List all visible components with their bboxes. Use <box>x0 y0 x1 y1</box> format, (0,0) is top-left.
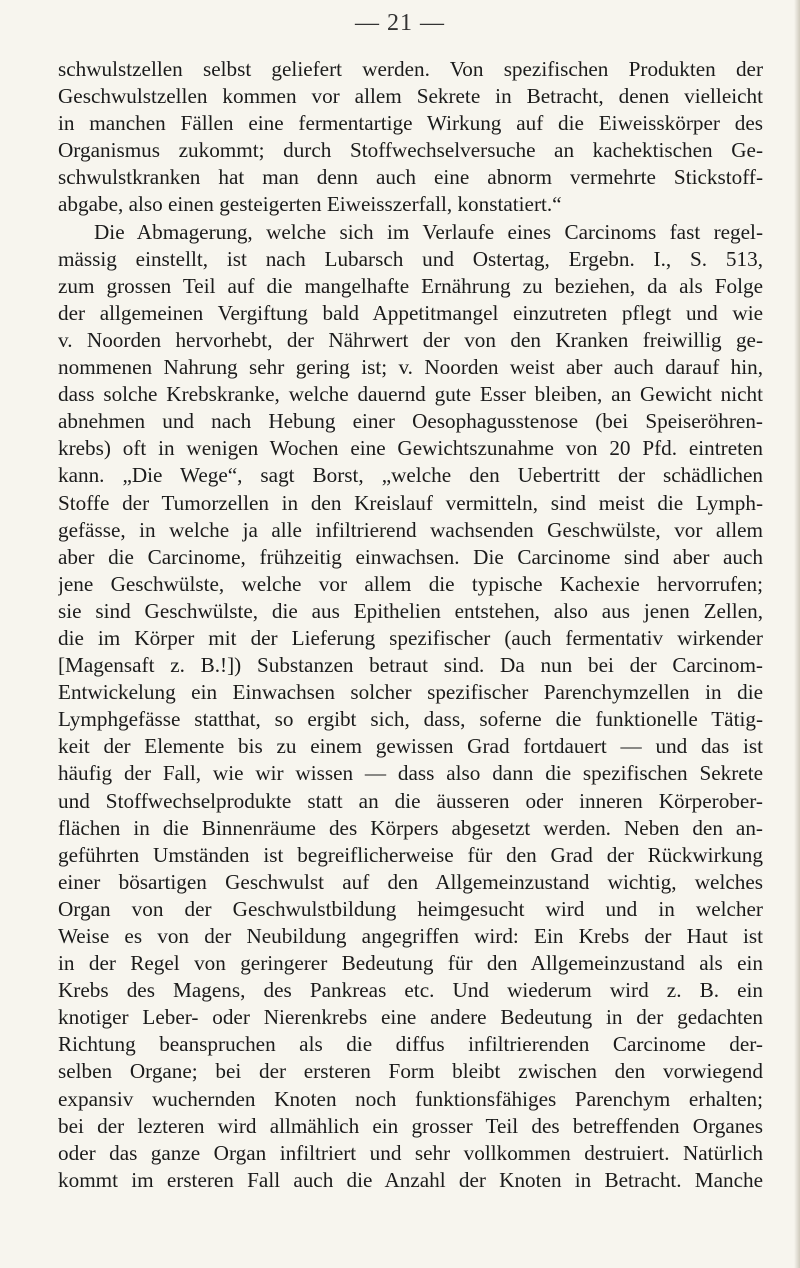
text-line: knotiger Leber- oder Nierenkrebs eine andere Bedeutung in der gedachten <box>58 1005 763 1030</box>
text-line: aber die Carcinome, frühzeitig einwachsen. Die Carcinome sind aber auch <box>58 544 763 569</box>
text-line: und Stoffwechselprodukte statt an die äusseren oder inneren Körperober- <box>58 788 763 813</box>
text-line: bei der lezteren wird allmählich ein grosser Teil des betreffenden Organes <box>58 1113 763 1138</box>
text-line: Weise es von der Neubildung angegriffen wird: Ein Krebs der Haut ist <box>58 924 763 948</box>
text-line: jene Geschwülste, welche vor allem die typische Kachexie hervorrufen; <box>58 571 763 596</box>
text-line: oder das ganze Organ infiltriert und sehr vollkommen destruiert. Natürlich <box>58 1140 763 1165</box>
text-line: v. Noorden hervorhebt, der Nährwert der von den Kranken freiwillig ge- <box>58 327 763 352</box>
text-line: in manchen Fällen eine fermentartige Wirkung auf die Eiweisskörper des <box>58 111 763 136</box>
text-line: Stoffe der Tumorzellen in den Kreislauf vermitteln, sind meist die Lymph- <box>58 490 763 515</box>
text-line: einer bösartigen Geschwulst auf den Allgemeinzustand wichtig, welches <box>58 869 763 894</box>
page-edge-shadow <box>794 0 800 1268</box>
page-number: — 21 — <box>355 10 445 36</box>
text-line: kommt im ersteren Fall auch die Anzahl der Knoten in Betracht. Manche <box>58 1167 763 1192</box>
text-line: kann. „Die Wege“, sagt Borst, „welche den Uebertritt der schädlichen <box>58 463 763 488</box>
text-line: zum grossen Teil auf die mangelhafte Ernährung zu beziehen, da als Folge <box>58 273 763 298</box>
text-line: [Magensaft z. B.!]) Substanzen betraut sind. Da nun bei der Carcinom- <box>58 653 763 678</box>
text-line: Geschwulstzellen kommen vor allem Sekrete in Betracht, denen vielleicht <box>58 84 763 109</box>
text-line: dass solche Krebskranke, welche dauernd gute Esser bleiben, an Gewicht nicht <box>58 382 763 407</box>
text-line: der allgemeinen Vergiftung bald Appetitmangel einzutreten pflegt und wie <box>58 300 763 325</box>
text-line: keit der Elemente bis zu einem gewissen Grad fortdauert — und das ist <box>58 734 763 759</box>
text-line: krebs) oft in wenigen Wochen eine Gewichtszunahme von 20 Pfd. eintreten <box>58 436 763 461</box>
text-line: Organismus zukommt; durch Stoffwechselversuche an kachektischen Ge- <box>58 138 763 163</box>
text-line: mässig einstellt, ist nach Lubarsch und Ostertag, Ergebn. I., S. 513, <box>58 246 763 271</box>
text-line: Richtung beanspruchen als die diffus infiltrierenden Carcinome der- <box>58 1032 763 1057</box>
text-line: die im Körper mit der Lieferung spezifischer (auch fermentativ wirkender <box>58 625 763 650</box>
text-line: Entwickelung ein Einwachsen solcher spezifischer Parenchymzellen in die <box>58 680 763 705</box>
text-line: nommenen Nahrung sehr gering ist; v. Noorden weist aber auch darauf hin, <box>58 355 763 380</box>
text-line: Die Abmagerung, welche sich im Verlaufe eines Carcinoms fast regel- <box>94 219 763 244</box>
text-line: expansiv wuchernden Knoten noch funktionsfähiges Parenchym erhalten; <box>58 1086 763 1111</box>
text-line: selben Organe; bei der ersteren Form bleibt zwischen den vorwiegend <box>58 1059 763 1084</box>
text-line: abgabe, also einen gesteigerten Eiweisszerfall, konstatiert.“ <box>58 192 562 217</box>
body-text <box>58 56 763 1194</box>
text-line: in der Regel von geringerer Bedeutung für den Allgemeinzustand als ein <box>58 951 763 976</box>
text-line: abnehmen und nach Hebung einer Oesophagusstenose (bei Speiseröhren- <box>58 409 763 434</box>
text-line: gefässe, in welche ja alle infiltrierend wachsenden Geschwülste, vor allem <box>58 517 763 542</box>
text-line: schwulstzellen selbst geliefert werden. Von spezifischen Produkten der <box>58 57 763 81</box>
text-line: häufig der Fall, wie wir wissen — dass also dann die spezifischen Sekrete <box>58 761 763 786</box>
text-line: schwulstkranken hat man denn auch eine abnorm vermehrte Stickstoff- <box>58 165 763 190</box>
text-line: Lymphgefässe statthat, so ergibt sich, dass, soferne die funktionelle Tätig- <box>58 707 763 732</box>
text-line: sie sind Geschwülste, die aus Epithelien entstehen, also aus jenen Zellen, <box>58 598 763 623</box>
text-line: flächen in die Binnenräume des Körpers abgesetzt werden. Neben den an- <box>58 815 763 840</box>
text-line: Krebs des Magens, des Pankreas etc. Und wiederum wird z. B. ein <box>58 978 763 1003</box>
text-line: geführten Umständen ist begreiflicherweise für den Grad der Rückwirkung <box>58 842 763 867</box>
text-line: Organ von der Geschwulstbildung heimgesucht wird und in welcher <box>58 896 763 921</box>
